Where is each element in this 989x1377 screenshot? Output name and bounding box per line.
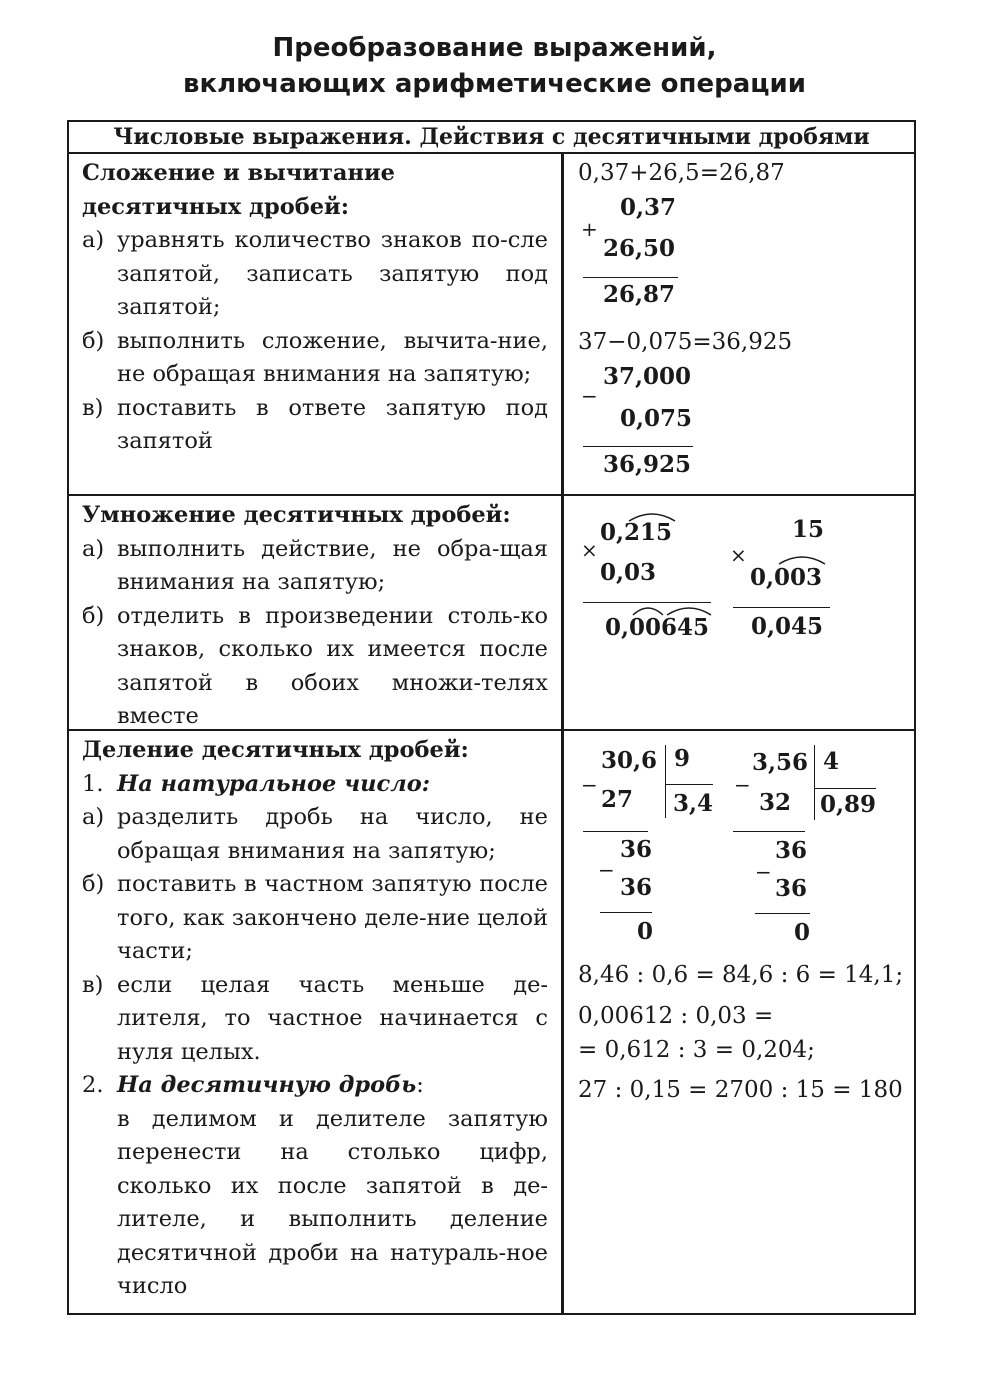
addend-top: 0,37 [620, 194, 677, 221]
dividend: 3,56 [752, 749, 809, 776]
list-text: поставить в ответе запятую под запятой [117, 394, 548, 454]
subtraction-line [755, 913, 810, 914]
minus-sign: − [734, 773, 751, 797]
partial-product: 36 [620, 874, 653, 901]
subheading: На натуральное число: [117, 770, 431, 797]
minus-sign: − [755, 860, 772, 884]
product-line [733, 607, 830, 608]
list-item [82, 868, 548, 969]
quotient: 3,4 [673, 790, 714, 817]
factor-top: 15 [792, 516, 825, 543]
list-marker: б) [82, 871, 105, 897]
digit-arc [627, 509, 677, 523]
list-marker: 1. [82, 770, 104, 797]
list-item [82, 801, 548, 868]
division-bar [814, 745, 815, 820]
factor-top: 0,215 [600, 519, 673, 546]
product-result: 0,00645 [605, 614, 710, 641]
list-marker: б) [82, 327, 105, 354]
remainder: 36 [775, 837, 808, 864]
column-divider [561, 153, 564, 1315]
list-item [82, 533, 548, 600]
list-item [82, 600, 548, 734]
minus-sign: − [581, 384, 598, 408]
table-header: Числовые выражения. Действия с десятичными дробями [113, 124, 870, 150]
quotient: 0,89 [820, 791, 877, 818]
minuend: 37,000 [603, 363, 692, 390]
list-marker: а) [82, 535, 105, 562]
minus-sign: − [598, 858, 615, 882]
digit-arc [631, 603, 713, 617]
quotient-line [665, 784, 713, 785]
zero-remainder: 0 [637, 918, 654, 945]
subtraction-line [733, 831, 805, 832]
list-text: выполнить сложение, вычита-ние, не обращая внимания на запятую; [117, 327, 548, 387]
division-heading: Деление десятичных дробей: [82, 737, 469, 763]
page-title [0, 30, 989, 102]
division-equation: = 0,612 : 3 = 0,204; [578, 1037, 815, 1063]
dividend: 30,6 [601, 747, 658, 774]
minus-sign: − [581, 773, 598, 797]
partial-product: 36 [775, 875, 808, 902]
division-rules [82, 734, 548, 1304]
list-item [82, 768, 548, 802]
sum-line [583, 277, 678, 278]
divisor: 9 [674, 745, 691, 772]
subtrahend: 0,075 [620, 405, 693, 432]
product-result: 0,045 [751, 613, 824, 640]
list-item [82, 1069, 548, 1103]
division-bar [665, 745, 666, 818]
sum-result: 26,87 [603, 281, 676, 308]
division-equation: 0,00612 : 0,03 = [578, 1003, 774, 1029]
addition-heading-1: Сложение и вычитание [82, 160, 395, 186]
subtraction-line [600, 912, 652, 913]
list-item [82, 325, 548, 392]
list-text: разделить дробь на число, не обращая внимания на запятую; [117, 804, 548, 864]
factor-bottom: 0,03 [600, 559, 657, 586]
quotient-line [814, 788, 876, 789]
division-decimal-text: в делимом и делителе запятую перенести на столько цифр, сколько их после запятой в де-лителе, и выполнить деление десятичной дроби на натураль-ное число [117, 1105, 548, 1299]
table-header-divider [67, 152, 916, 154]
subtraction-line [583, 831, 648, 832]
title-line-2: включающих арифметические операции [183, 69, 806, 99]
list-text: отделить в произведении столь-ко знаков, сколько их имеется после запятой в обоих множи-телях вместе [117, 602, 548, 729]
list-item [82, 969, 548, 1070]
list-text: поставить в частном запятую после того, как закончено деле-ние целой части; [117, 871, 548, 964]
subheading: На десятичную дробь [117, 1072, 417, 1098]
list-marker: в) [82, 394, 104, 421]
division-equation: 27 : 0,15 = 2700 : 15 = 180 [578, 1077, 903, 1103]
partial-product: 32 [759, 789, 792, 816]
list-text: если целая часть меньше де-лителя, то частное начинается с нуля целых. [117, 971, 548, 1065]
addition-equation: 0,37+26,5=26,87 [578, 160, 785, 186]
list-item [82, 224, 548, 325]
addition-heading-2: десятичных дробей: [82, 193, 350, 220]
list-marker: а) [82, 804, 105, 830]
remainder: 36 [620, 836, 653, 863]
addend-bottom: 26,50 [603, 235, 676, 262]
list-marker: 2. [82, 1072, 104, 1098]
times-sign: × [581, 538, 598, 562]
list-marker: в) [82, 971, 104, 998]
difference-line [583, 446, 693, 447]
factor-bottom: 0,003 [750, 564, 823, 591]
partial-product: 27 [601, 786, 634, 813]
multiplication-rules [82, 499, 548, 734]
times-sign: × [730, 543, 747, 567]
list-marker: б) [82, 602, 105, 629]
divisor: 4 [823, 748, 840, 775]
list-text: уравнять количество знаков по-сле запятой, записать запятую под запятой; [117, 227, 548, 320]
row-divider-1 [67, 494, 916, 496]
colon: : [416, 1072, 424, 1098]
subtraction-equation: 37−0,075=36,925 [578, 329, 793, 355]
multiplication-heading: Умножение десятичных дробей: [82, 502, 511, 528]
division-equation: 8,46 : 0,6 = 84,6 : 6 = 14,1; [578, 962, 904, 988]
addition-rules [82, 157, 548, 459]
list-text: выполнить действие, не обра-щая внимания на запятую; [117, 535, 548, 595]
list-item [82, 392, 548, 459]
list-marker: а) [82, 227, 105, 253]
plus-sign: + [581, 217, 598, 241]
zero-remainder: 0 [794, 919, 811, 946]
title-line-1: Преобразование выражений, [272, 33, 717, 63]
digit-arc [777, 552, 827, 566]
difference-result: 36,925 [603, 451, 692, 478]
